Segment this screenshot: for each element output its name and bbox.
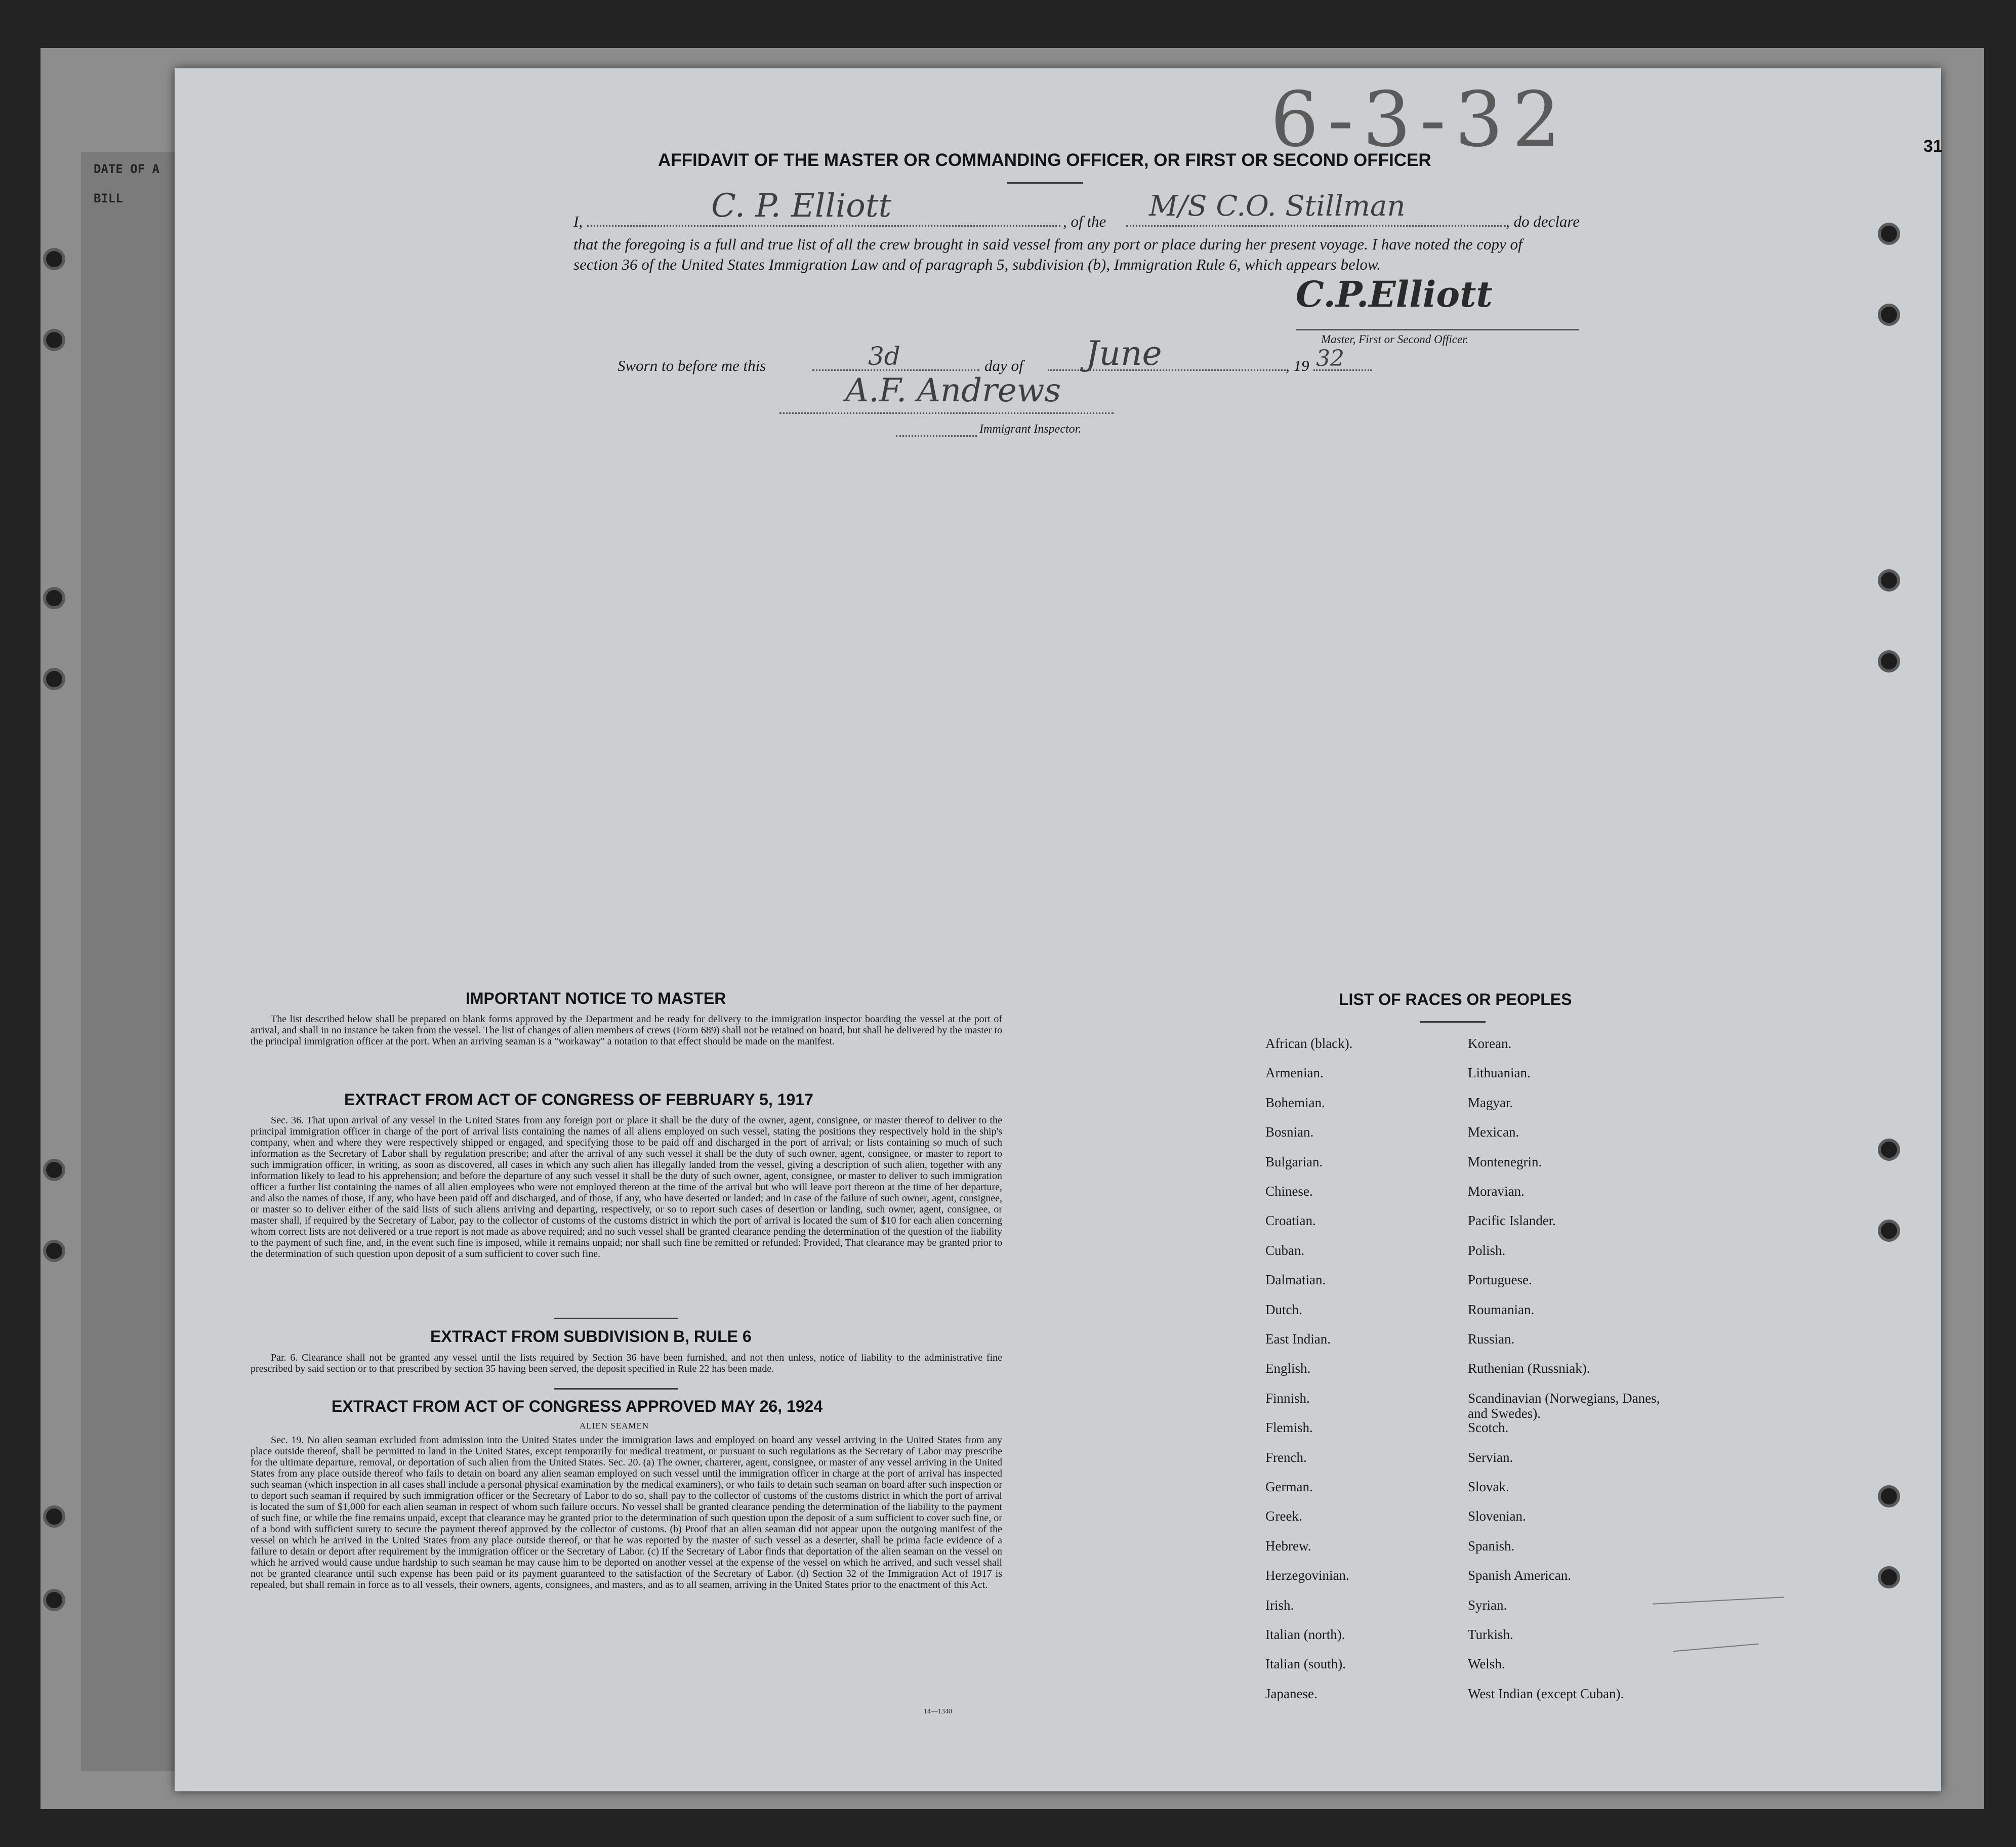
binder-hole	[1878, 650, 1900, 673]
name-line	[587, 225, 1060, 227]
race-item: Turkish.	[1468, 1627, 1513, 1642]
binder-hole	[43, 248, 65, 270]
race-item: Russian.	[1468, 1331, 1515, 1347]
pencil-date-mark: 6-3-32	[1270, 76, 1570, 164]
binder-hole	[1878, 1220, 1900, 1242]
race-item: Welsh.	[1468, 1656, 1505, 1672]
race-item: Bosnian.	[1265, 1124, 1314, 1140]
binder-hole	[1878, 223, 1900, 245]
race-item: French.	[1265, 1449, 1307, 1465]
sworn-month: June	[1086, 334, 1162, 373]
binder-hole	[1878, 1566, 1900, 1588]
underlying-sheet-strip	[81, 152, 182, 1771]
binder-hole	[43, 1589, 65, 1611]
page-number: 31	[1923, 137, 1943, 156]
race-item: Roumanian.	[1468, 1302, 1535, 1317]
race-item: Flemish.	[1265, 1420, 1313, 1436]
race-item: Spanish.	[1468, 1538, 1515, 1554]
stamp-line-1: DATE OF A	[94, 162, 160, 176]
pencil-stroke	[1673, 1644, 1759, 1652]
race-item: Servian.	[1468, 1449, 1513, 1465]
race-item: West Indian (except Cuban).	[1468, 1686, 1624, 1701]
race-item: Hebrew.	[1265, 1538, 1311, 1554]
race-item: East Indian.	[1265, 1331, 1331, 1347]
race-item: Japanese.	[1265, 1686, 1318, 1701]
race-item: Dalmatian.	[1265, 1272, 1326, 1288]
binder-hole	[43, 329, 65, 351]
vessel-name: M/S C.O. Stillman	[1149, 190, 1406, 223]
day-of-label: day of	[984, 357, 1023, 374]
binder-hole	[1878, 1139, 1900, 1161]
master-signature: C.P.Elliott	[1296, 273, 1493, 315]
race-item: Italian (south).	[1265, 1656, 1346, 1672]
subdivision-text: Par. 6. Clearance shall not be granted any vessel until the lists required by Section 36 have been furnished, and not then unless, notice of liability to the administrative fine prescribed by said section or to that prescribed by section 35 having been served, the deposit specified in Rule 22 has been made.	[251, 1352, 1002, 1374]
binder-hole	[43, 1240, 65, 1262]
race-item: Dutch.	[1265, 1302, 1302, 1317]
race-item: Moravian.	[1468, 1184, 1525, 1199]
affidavit-title: AFFIDAVIT OF THE MASTER OR COMMANDING OFFICER, OR FIRST OR SECOND OFFICER	[658, 150, 1431, 170]
race-item: Montenegrin.	[1468, 1154, 1542, 1169]
race-item: Scandinavian (Norwegians, Danes, and Swedes).	[1468, 1390, 1660, 1421]
month-line	[1048, 369, 1286, 371]
race-item: Armenian.	[1265, 1065, 1324, 1081]
race-item: Lithuanian.	[1468, 1065, 1531, 1081]
extract-1917-title: EXTRACT FROM ACT OF CONGRESS OF FEBRUARY 5, 1917	[344, 1090, 813, 1109]
pencil-stroke	[1653, 1597, 1784, 1605]
races-rule	[1420, 1021, 1486, 1023]
race-item: Slovak.	[1468, 1479, 1509, 1494]
race-item: Bulgarian.	[1265, 1154, 1323, 1169]
subdivision-title: EXTRACT FROM SUBDIVISION B, RULE 6	[430, 1327, 752, 1346]
declarant-prefix: I,	[573, 213, 583, 230]
year-line	[1313, 369, 1372, 371]
race-item: Pacific Islander.	[1468, 1213, 1556, 1229]
race-item: Korean.	[1468, 1036, 1512, 1051]
affidavit-page	[175, 68, 1941, 1791]
race-item: Syrian.	[1468, 1597, 1507, 1613]
race-item: Italian (north).	[1265, 1627, 1345, 1642]
binder-hole	[1878, 569, 1900, 592]
signature-line	[1296, 329, 1579, 330]
section-rule	[554, 1318, 678, 1319]
inspector-line	[779, 412, 1114, 414]
race-item: Greek.	[1265, 1508, 1302, 1524]
stamp-line-2: BILL	[94, 191, 123, 205]
race-item: Polish.	[1468, 1242, 1506, 1258]
race-item: Magyar.	[1468, 1095, 1513, 1110]
race-item: German.	[1265, 1479, 1313, 1494]
extract-1924-title: EXTRACT FROM ACT OF CONGRESS APPROVED MAY 26, 1924	[332, 1397, 823, 1415]
inspector-caption-line	[896, 435, 977, 437]
race-item: Irish.	[1265, 1597, 1294, 1613]
binder-hole	[43, 668, 65, 690]
race-item: Cuban.	[1265, 1242, 1305, 1258]
of-the-label: , of the	[1063, 213, 1106, 230]
binder-hole	[43, 587, 65, 609]
extract-1917-text: Sec. 36. That upon arrival of any vessel in the United States from any foreign port or place it shall be the duty of the owner, agent, consignee, or master thereof to deliver to the principal immigration officer in charge of the port of arrival lists containing the names of all aliens employed on such vessel, stating the positions they respectively hold in the ship's company, when and where they were respectively shipped or engaged, and specifying those to be paid off and discharged in the port of arrival; or lists containing so much of such information as the Secretary of Labor shall by regulation prescribe; and after the arrival of any such vessel it shall be the duty of such owner, agent, consignee, or master to report to such immigration officer, in writing, as soon as discovered, all cases in which any such alien has illegally landed from the vessel, giving a description of such alien, together with any information likely to lead to his apprehension; and before the departure of any such vessel it shall be the duty of such owner, agent, consignee, or master to deliver to such immigration officer a further list containing the names of all alien employees who were not employed thereon at the time of the arrival but who will leave port thereon at the time of her departure, and also the names of those, if any, who have been paid off and discharged, and of those, if any, who have deserted or landed; and in case of the failure of such owner, agent, consignee, or master so to deliver either of the said lists of such aliens arriving and departing, respectively, or so to report such cases of desertion or landing, such owner, agent, consignee, or master shall, if required by the Secretary of Labor, pay to the collector of customs of the customs district in which the port of arrival is located the sum of $10 for each alien concerning whom correct lists are not delivered or a true report is not made as above required; and no such vessel shall be granted clearance pending the determination of the question of the liability to the payment of such fine, and, in the event such fine is imposed, while it remains unpaid; nor shall such fine be remitted or refunded: Provided, That clearance may be granted prior to the determination of such question upon deposit of a sum sufficient to cover such fine.	[251, 1115, 1002, 1260]
notice-text: The list described below shall be prepared on blank forms approved by the Department and be ready for delivery to the immigration inspector boarding the vessel at the port of arrival, and shall in no instance be taken from the vessel. The list of changes of alien members of crews (Form 689) shall not be retained on board, but shall be delivered by the master to the principal immigration officer at the port. When an arriving seaman is a "workaway" a notation to that effect should be made on the manifest.	[251, 1014, 1002, 1047]
race-item: Spanish American.	[1468, 1568, 1571, 1583]
race-item: Portuguese.	[1468, 1272, 1532, 1288]
race-item: Mexican.	[1468, 1124, 1519, 1140]
race-item: African (black).	[1265, 1036, 1353, 1051]
affidavit-statement: that the foregoing is a full and true list of all the crew brought in said vessel from any port or place during her present voyage. I have noted the copy of section 36 of the United States Immigration Law and of paragraph 5, subdivision (b), Immigration Rule 6, which appears below.	[573, 235, 1523, 273]
binder-hole	[1878, 304, 1900, 326]
extract-1924-text: Sec. 19. No alien seaman excluded from admission into the United States under the immigration laws and employed on board any vessel arriving in the United States from any place outside thereof, shall be permitted to land in the United States, except temporarily for medical treatment, or pursuant to such regulations as the Secretary of Labor may prescribe for the ultimate departure, removal, or deportation of such alien from the United States. Sec. 20. (a) The owner, charterer, agent, consignee, or master of any vessel arriving in the United States from any place outside thereof who fails to detain on board any alien seaman employed on such vessel until the immigration officer in charge at the port of arrival has inspected such seaman (which inspection in all cases shall include a personal physical examination by the medical examiners), or who fails to detain such seaman on board after such inspection or to deport such seaman if required by such immigration officer or the Secretary of Labor to do so, shall pay to the collector of customs of the customs district in which the port of arrival is located the sum of $1,000 for each alien seaman in respect of whom such failure occurs. No vessel shall be granted clearance pending the determination of the liability to the payment of such fine, or while the fine remains unpaid, except that clearance may be granted prior to the determination of such question upon the deposit of a sum sufficient to cover such fine, or of a bond with sufficient surety to secure the payment thereof approved by the collector of customs. (b) Proof that an alien seaman did not appear upon the outgoing manifest of the vessel on which he arrived in the United States from any place outside thereof, or that he was reported by the master of such vessel as a deserter, shall be prima facie evidence of a failure to detain or deport after requirement by the immigration officer or the Secretary of Labor. (c) If the Secretary of Labor finds that deportation of the alien seaman on the vessel on which he arrived would cause undue hardship to such seaman he may cause him to be deported on another vessel at the expense of the vessel on which he arrived, and such vessel shall not be granted clearance until such expense has been paid or its payment guaranteed to the satisfaction of the Secretary of Labor. (d) Section 32 of the Immigration Act of 1917 is repealed, but shall remain in force as to all vessels, their owners, agents, consignees, and masters, and as to all seamen, arriving in the United States prior to the enactment of this Act.	[251, 1435, 1002, 1590]
race-item: English.	[1265, 1361, 1311, 1376]
notice-title: IMPORTANT NOTICE TO MASTER	[466, 989, 726, 1008]
race-item: Chinese.	[1265, 1184, 1313, 1199]
master-name: C. P. Elliott	[711, 187, 892, 225]
section-rule	[554, 1388, 678, 1390]
race-item: Finnish.	[1265, 1390, 1310, 1406]
vessel-line	[1126, 225, 1506, 227]
sworn-year: 32	[1316, 346, 1344, 371]
year-prefix: , 19	[1286, 357, 1309, 374]
race-item: Bohemian.	[1265, 1095, 1325, 1110]
binder-hole	[43, 1505, 65, 1528]
do-declare-label: , do declare	[1506, 213, 1580, 230]
race-item: Slovenian.	[1468, 1508, 1526, 1524]
signature-caption: Master, First or Second Officer.	[1321, 333, 1469, 346]
sworn-label: Sworn to before me this	[618, 357, 766, 374]
race-item: Herzegovinian.	[1265, 1568, 1349, 1583]
inspector-caption: Immigrant Inspector.	[979, 423, 1082, 436]
race-item: Scotch.	[1468, 1420, 1509, 1436]
binder-hole	[1878, 1485, 1900, 1507]
sworn-day: 3d	[868, 342, 900, 371]
race-item: Ruthenian (Russniak).	[1468, 1361, 1590, 1376]
title-rule	[1007, 182, 1083, 184]
inspector-signature: A.F. Andrews	[845, 372, 1061, 409]
binder-hole	[43, 1159, 65, 1181]
alien-seamen-subtitle: ALIEN SEAMEN	[580, 1421, 649, 1431]
races-title: LIST OF RACES OR PEOPLES	[1339, 990, 1572, 1009]
form-number: 14—1340	[924, 1708, 952, 1715]
race-item: Croatian.	[1265, 1213, 1316, 1229]
